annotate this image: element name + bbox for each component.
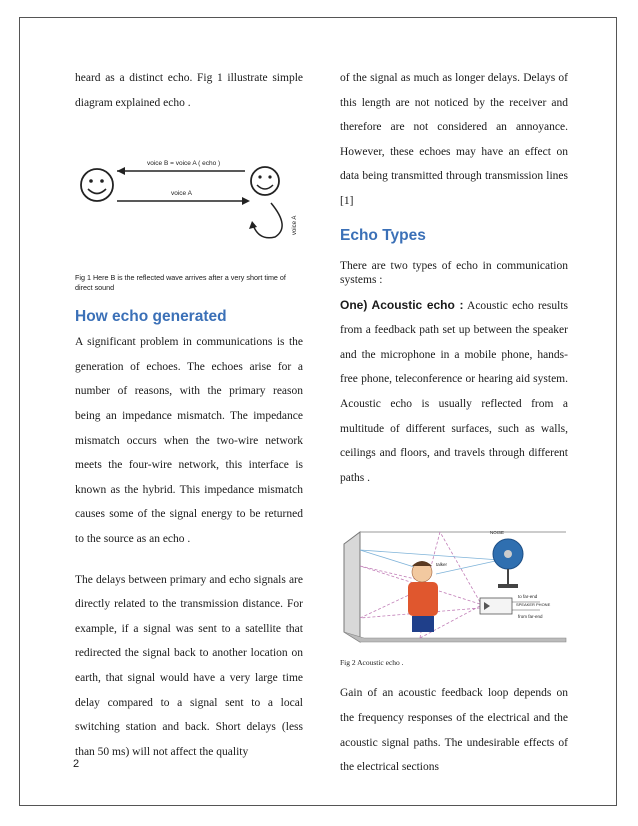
section-heading-echo-types: Echo Types bbox=[340, 226, 426, 244]
voice-a-arrow bbox=[117, 197, 250, 205]
figure1 bbox=[75, 141, 303, 261]
paragraph-acoustic-feedback: Gain of an acoustic feedback loop depends on the frequency responses of the electrical and the acoustic signal paths. The undesirable effects of the electrical sections bbox=[340, 687, 568, 774]
paragraph-echo-generation: A significant problem in communications is the generation of echoes. The echoes arise for a number of reasons, with the primary reason being an impedance mismatch. The impedance mismatch occurs when the two-wire network meets the four-wire network, this interface is known as the hybrid. This impedance mismatch causes some of the signal energy to be returned to the source as an echo . bbox=[75, 336, 303, 545]
acoustic-echo-text: Acoustic echo results from a feedback path set up between the speaker and the microphone in a mobile phone, hands-free phone, teleconference or hearing aid system. Acoustic echo is usually reflected from a multitude of different surfaces, such as walls, ceilings and floors, and travels through different paths . bbox=[340, 299, 568, 484]
section-heading-how-echo-generated: How echo generated bbox=[75, 308, 227, 326]
to-far-end-label: to far-end bbox=[518, 594, 538, 600]
talker-icon bbox=[408, 561, 438, 632]
noise-label: NOISE bbox=[490, 530, 505, 536]
voice-b-arrow bbox=[117, 167, 245, 175]
right-column bbox=[340, 66, 568, 780]
right-face-icon bbox=[251, 167, 279, 195]
talker-label: talker bbox=[436, 562, 448, 568]
from-far-end-label: from far-end bbox=[518, 614, 543, 620]
intro-text: heard as a distinct echo. Fig 1 illustrate simple diagram explained echo . bbox=[75, 72, 303, 109]
page-number: 2 bbox=[73, 758, 80, 770]
left-column bbox=[75, 66, 303, 764]
speaker-phone-label: SPEAKER PHONE bbox=[516, 602, 551, 608]
voice-b-label: voice B = voice A ( echo ) bbox=[147, 160, 221, 168]
types-intro: There are two types of echo in communication systems : bbox=[340, 259, 568, 286]
voice-a-label: voice A bbox=[171, 190, 192, 198]
acoustic-echo-illustration bbox=[340, 514, 568, 644]
left-face-icon bbox=[81, 169, 113, 201]
figure1-caption: Fig 1 Here B is the reflected wave arrives after a very short time of direct sound bbox=[75, 273, 286, 293]
reflection-curve-icon bbox=[249, 203, 282, 238]
paragraph-delays: The delays between primary and echo signals are directly related to the transmission distance. For example, if a signal was sent to a satellite that redirected the signal back to another location on earth, that signal would have a very large time delay compared to a signal sent to a local switching station and back. Short delays (less than 50 ms) will not affect the quality bbox=[75, 573, 303, 758]
paragraph-acoustic-echo bbox=[340, 293, 568, 491]
room-walls-icon bbox=[344, 532, 566, 642]
echo-diagram bbox=[75, 141, 303, 261]
paragraph-delay-effects: of the signal as much as longer delays. Delays of this length are not noticed by the receiver and therefore are not considered an annoyance. However, these echoes may have an effect on data being transmitted through transmission lines [1] bbox=[340, 72, 568, 207]
fan-icon bbox=[493, 539, 523, 588]
figure2-caption: Fig 2 Acoustic echo . bbox=[340, 658, 404, 668]
figure2 bbox=[340, 514, 568, 644]
acoustic-echo-label: One) Acoustic echo : bbox=[340, 297, 464, 312]
voice-a-side-label: voice A bbox=[292, 215, 298, 236]
